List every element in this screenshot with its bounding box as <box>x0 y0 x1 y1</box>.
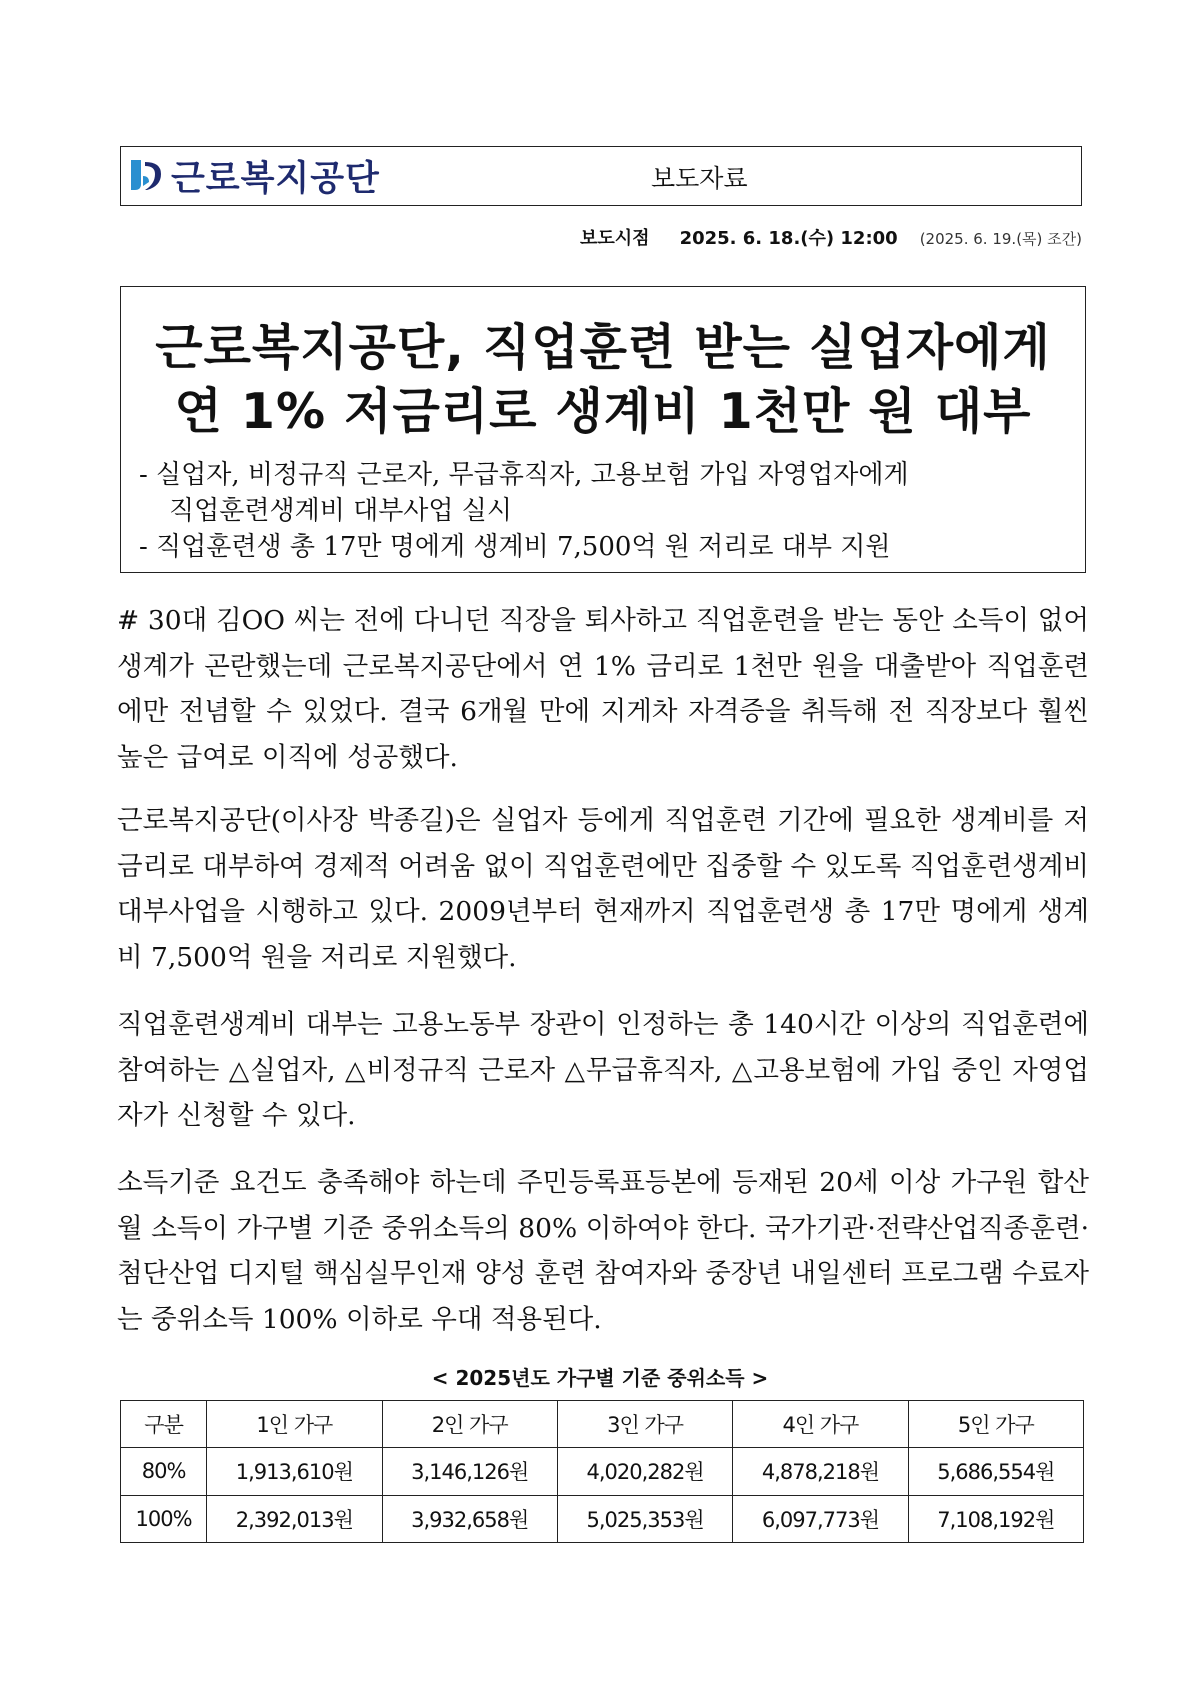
body-paragraph <box>117 1002 1089 1139</box>
paragraph-text: 직업훈련생계비 대부는 고용노동부 장관이 인정하는 총 140시간 이상의 직업훈련에 참여하는 △실업자, △비정규직 근로자 △무급휴직자, △고용보험에 가입 중인 자영업자가 신청할 수 있다. <box>117 1009 1089 1131</box>
table-caption: < 2025년도 가구별 기준 중위소득 > <box>431 1366 769 1390</box>
table-header-cell: 2인 가구 <box>382 1401 557 1448</box>
table-header-cell: 4인 가구 <box>733 1401 908 1448</box>
embargo-label: 보도시점 <box>580 228 650 249</box>
table-cell: 3,932,658원 <box>382 1495 557 1542</box>
table-cell: 7,108,192원 <box>908 1495 1083 1542</box>
table-row <box>121 1495 1084 1542</box>
organization-name: 근로복지공단 <box>171 159 380 199</box>
body-paragraph <box>117 598 1089 780</box>
table-cell: 3,146,126원 <box>382 1448 557 1495</box>
body-paragraph <box>117 798 1089 980</box>
headline-box <box>120 286 1086 573</box>
organization-logo <box>127 153 380 199</box>
paragraph-text: # 30대 김OO 씨는 전에 다니던 직장을 퇴사하고 직업훈련을 받는 동안 소득이 없어 생계가 곤란했는데 근로복지공단에서 연 1% 금리로 1천만 원을 대출받아 직업훈련에만 전념할 수 있었다. 결국 6개월 만에 지게차 자격증을 취득해 전 직장보다 훨씬 높은 급여로 이직에 성공했다. <box>117 605 1089 773</box>
table-header-cell: 1인 가구 <box>207 1401 382 1448</box>
subtitle-list <box>139 457 909 565</box>
table-row <box>121 1448 1084 1495</box>
headline-line-1: 근로복지공단, 직업훈련 받는 실업자에게 <box>155 319 1051 376</box>
table-header-cell: 5인 가구 <box>908 1401 1083 1448</box>
logo-mark-icon <box>127 156 165 196</box>
headline-line-2: 연 1% 저금리로 생계비 1천만 원 대부 <box>174 383 1032 440</box>
table-cell: 5,025,353원 <box>557 1495 732 1542</box>
table-header-cell: 구분 <box>121 1401 207 1448</box>
table-cell: 1,913,610원 <box>207 1448 382 1495</box>
table-cell: 80% <box>121 1448 207 1495</box>
body-paragraph <box>117 1160 1089 1342</box>
table-header-row <box>121 1401 1084 1448</box>
embargo-paper-edition: (2025. 6. 19.(목) 조간) <box>919 230 1082 248</box>
table-cell: 4,878,218원 <box>733 1448 908 1495</box>
embargo-datetime: 2025. 6. 18.(수) 12:00 <box>679 228 898 249</box>
median-income-table <box>120 1400 1084 1543</box>
subtitle-item: - 직업훈련생 총 17만 명에게 생계비 7,500억 원 저리로 대부 지원 <box>139 532 891 562</box>
table-cell: 100% <box>121 1495 207 1542</box>
table-cell: 6,097,773원 <box>733 1495 908 1542</box>
table-cell: 5,686,554원 <box>908 1448 1083 1495</box>
paragraph-text: 근로복지공단(이사장 박종길)은 실업자 등에게 직업훈련 기간에 필요한 생계비를 저금리로 대부하여 경제적 어려움 없이 직업훈련에만 집중할 수 있도록 직업훈련생계비 대부사업을 시행하고 있다. 2009년부터 현재까지 직업훈련생 총 17만 명에게 생계비 7,500억 원을 저리로 지원했다. <box>117 805 1089 973</box>
embargo-info <box>580 224 1082 250</box>
table-cell: 2,392,013원 <box>207 1495 382 1542</box>
press-release-label: 보도자료 <box>651 164 748 193</box>
table-cell: 4,020,282원 <box>557 1448 732 1495</box>
subtitle-item: - 실업자, 비정규직 근로자, 무급휴직자, 고용보험 가입 자영업자에게 <box>139 460 909 490</box>
subtitle-item-continuation: 직업훈련생계비 대부사업 실시 <box>169 496 513 526</box>
paragraph-text: 소득기준 요건도 충족해야 하는데 주민등록표등본에 등재된 20세 이상 가구원 합산 월 소득이 가구별 기준 중위소득의 80% 이하여야 한다. 국가기관·전략산업직종훈련·첨단산업 디지털 핵심실무인재 양성 훈련 참여자와 중장년 내일센터 프로그램 수료자는 중위소득 100% 이하로 우대 적용된다. <box>117 1167 1089 1335</box>
press-release-header <box>120 146 1082 206</box>
table-header-cell: 3인 가구 <box>557 1401 732 1448</box>
